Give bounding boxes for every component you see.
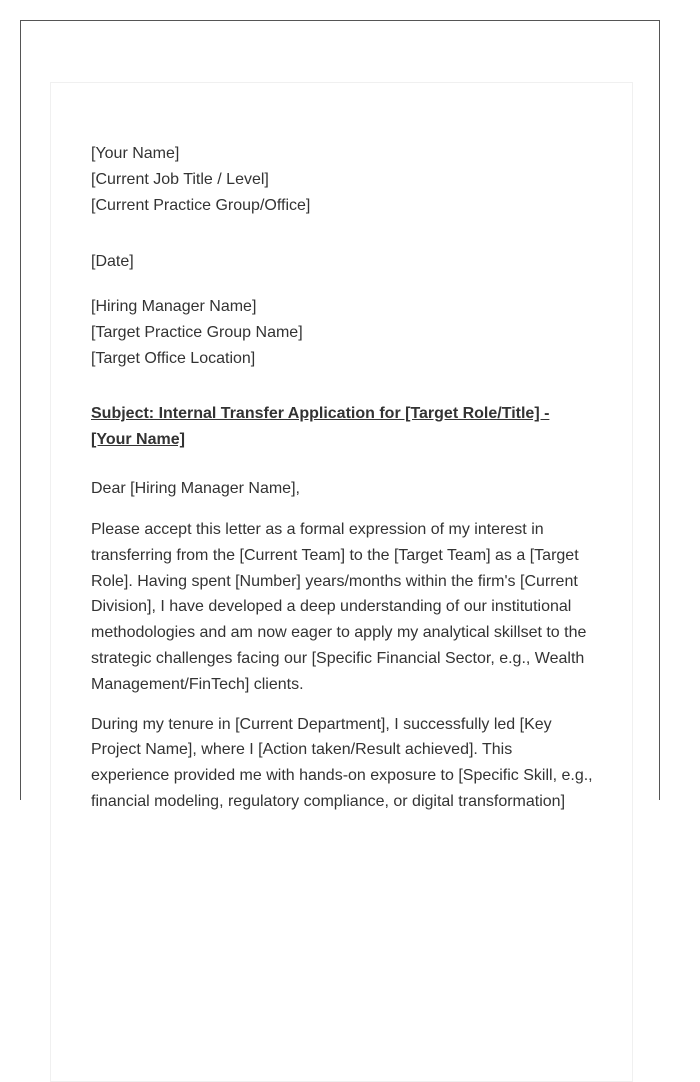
- paragraph-1-line: transferring from the [Current Team] to the [Target Team] as a [Target: [91, 546, 579, 564]
- paragraph-2-line: During my tenure in [Current Department], I successfully led [Key: [91, 715, 552, 733]
- sender-block: [91, 141, 606, 219]
- paragraph-1-line: Please accept this letter as a formal expression of my interest in: [91, 521, 544, 538]
- recipient-name: [Hiring Manager Name]: [91, 298, 257, 315]
- paragraph-2: [91, 712, 606, 815]
- paragraph-1-line: Role]. Having spent [Number] years/months within the firm's [Current: [91, 572, 578, 590]
- paragraph-1: [91, 517, 606, 698]
- subject-line-2: [Your Name]: [91, 431, 185, 448]
- letter-body: [91, 141, 606, 815]
- sender-practice-group: [Current Practice Group/Office]: [91, 197, 311, 214]
- letter-page: [50, 82, 633, 1082]
- document-frame: [20, 20, 660, 810]
- recipient-office: [Target Office Location]: [91, 350, 256, 367]
- paragraph-2-line: financial modeling, regulatory compliance, or digital transformation]: [91, 792, 566, 810]
- subject-line-1: Subject: Internal Transfer Application for [Target Role/Title] -: [91, 405, 550, 422]
- salutation: [91, 476, 606, 502]
- paragraph-1-line: Management/FinTech] clients.: [91, 675, 304, 693]
- subject-line: [91, 401, 606, 453]
- paragraph-1-line: methodologies and am now eager to apply my analytical skillset to the: [91, 624, 587, 642]
- salutation-text: Dear [Hiring Manager Name],: [91, 480, 300, 497]
- sender-job-title: [Current Job Title / Level]: [91, 171, 269, 188]
- paragraph-1-line: Division], I have developed a deep understanding of our institutional: [91, 598, 572, 616]
- paragraph-1-line: strategic challenges facing our [Specific Financial Sector, e.g., Wealth: [91, 649, 585, 667]
- date-block: [91, 249, 606, 275]
- paragraph-2-line: experience provided me with hands-on exposure to [Specific Skill, e.g.,: [91, 767, 593, 785]
- recipient-block: [91, 294, 606, 372]
- recipient-practice-group: [Target Practice Group Name]: [91, 324, 303, 341]
- paragraph-2-line: Project Name], where I [Action taken/Result achieved]. This: [91, 741, 513, 759]
- sender-name: [Your Name]: [91, 145, 180, 162]
- letter-date: [Date]: [91, 253, 134, 270]
